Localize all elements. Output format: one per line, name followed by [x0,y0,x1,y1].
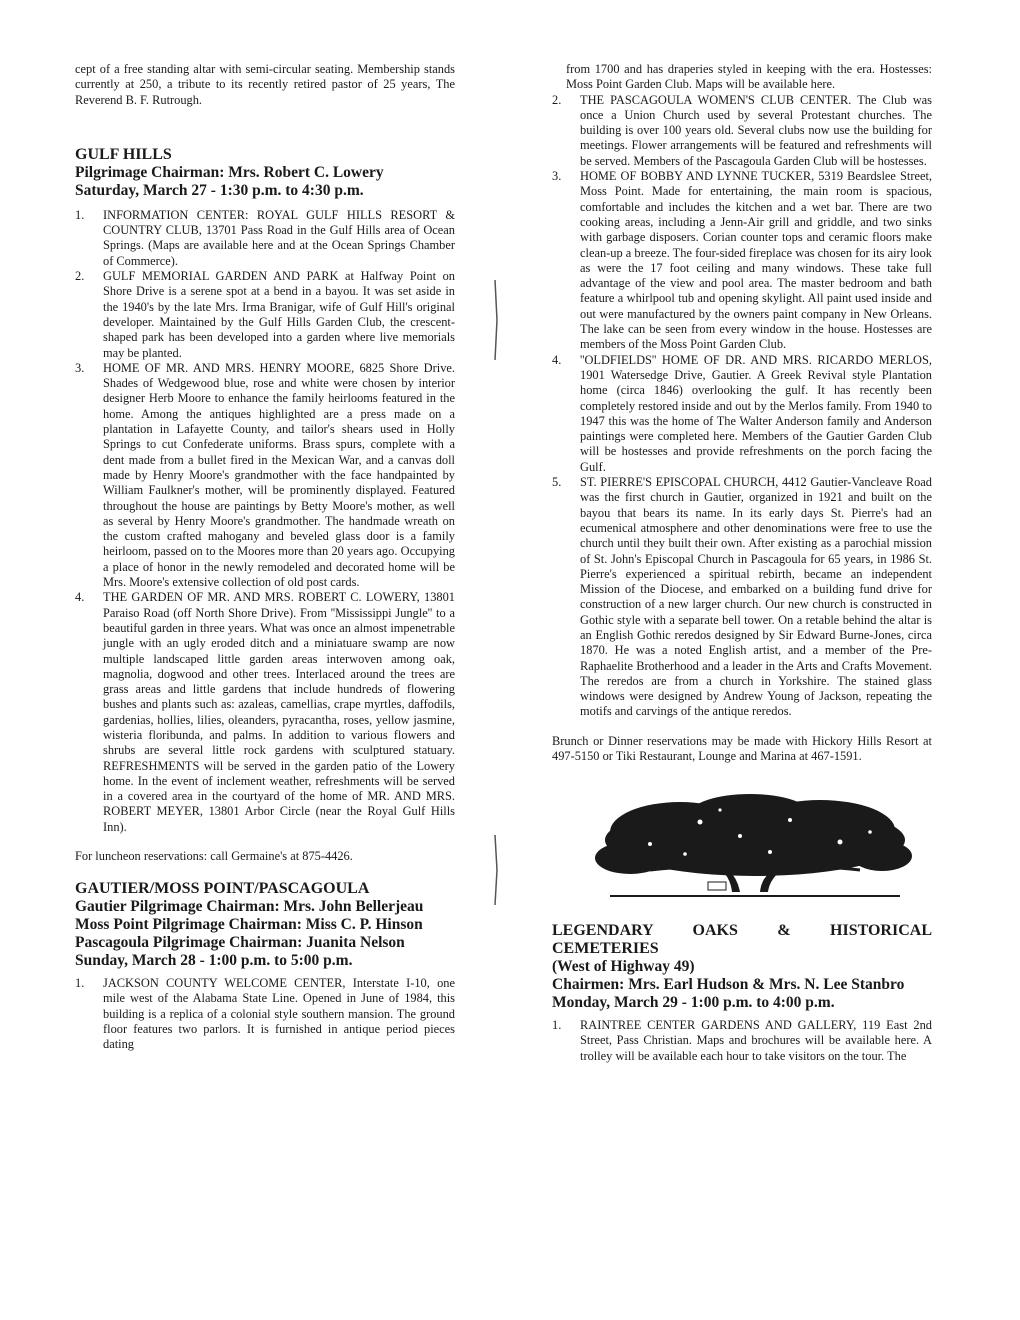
gautier-section [75,880,455,1052]
legendary-line: Monday, March 29 - 1:00 p.m. to 4:00 p.m. [552,994,835,1011]
list-item: 3. HOME OF MR. AND MRS. HENRY MOORE, 6825 Shore Drive. Shades of Wedgewood blue, rose and white were chosen by interior designer Herb Moore to enhance the family heirlooms featured in the home. Among the antiques highlighted are a press made on a plantation in Lafayette County, and tailor's shears used in Holly Springs to cut Confederate uniforms. Brass spurs, complete with a dent made from a bullet fired in the Mexican War, and a canvas doll made by Henry Moore's grandmother with the face handpainted by William Faulkner's mother, will be prominently displayed. Featured throughout the house are paintings by Betty Moore's mother, as well as several by Henry Moore's grandmother. The handmade wreath on the custom crafted mahogany and beveled glass door is a family heirloom, passed on to the Moores more than 20 years ago. Occupying a place of honor in the newly remodeled and decorated home will be Mrs. Moore's extensive collection of old post cards. [75,360,455,590]
list-item: 4. ''OLDFIELDS'' HOME OF DR. AND MRS. RICARDO MERLOS, 1901 Watersedge Drive, Gautier. A Greek Revival style Plantation home (circa 1846) overlooking the gulf. It has recently been completely restored inside and out by the Merlos family. From 1940 to 1947 this was the home of The Walter Anderson family and Anderson paintings were completed here. Members of the Gautier Garden Club will be hostesses and provide refreshments on the porch facing the Gulf. [552,352,932,474]
fold-mark [490,835,504,905]
continued-paragraph: from 1700 and has draperies styled in keeping with the era. Hostesses: Moss Point Garden Club. Maps will be available here. [566,62,932,92]
luncheon-note: For luncheon reservations: call Germaine's at 875-4426. [75,849,353,864]
gautier-title: GAUTIER/MOSS POINT/PASCAGOULA [75,880,370,897]
gautier-line: Pascagoula Pilgrimage Chairman: Juanita Nelson [75,934,405,951]
legendary-line: (West of Highway 49) [552,958,695,975]
list-item: 2. THE PASCAGOULA WOMEN'S CLUB CENTER. The Club was once a Union Church used by several Protestant churches. The building is over 100 years old. Several clubs now use the building for meetings. Flower arrangements will be featured and refreshments will be served. Members of the Pascagoula Garden Club will be hostesses. [552,92,932,168]
gulf-hills-chairman: Pilgrimage Chairman: Mrs. Robert C. Lowery [75,163,384,181]
legendary-title: LEGENDARY OAKS & HISTORICAL CEMETERIES [552,922,932,957]
intro-paragraph: cept of a free standing altar with semi-circular seating. Membership stands currently at 250, a tribute to its recently retired pastor of 25 years, The Reverend B. F. Rutrough. [75,62,455,107]
gautier-line: Gautier Pilgrimage Chairman: Mrs. John Bellerjeau [75,898,424,915]
gautier-line: Moss Point Pilgrimage Chairman: Miss C. P. Hinson [75,916,423,933]
list-item: 5. ST. PIERRE'S EPISCOPAL CHURCH, 4412 Gautier-Vancleave Road was the first church in Gautier, organized in 1921 and built on the bayou that bears its name. In its early days St. Pierre's had an ecumenical atmosphere and other denominations were free to use the church until they built their own. After existing as a parochial mission of St. John's Episcopal Church in Pascagoula for 65 years, in 1986 St. Pierre's experienced a spiritual rebirth, became an independent Mission of the Diocese, and embarked on a building fund drive for construction of a new larger church. Our new church is constructed in Gothic style with a separate bell tower. On a retable behind the altar is an English Gothic reredos designed by Sir Edward Burne-Jones, circa 1870. He was a noted English artist, and a member of the Pre-Raphaelite Brotherhood and a leader in the Arts and Crafts Movement. The reredos are from a church in Yorkshire. The stained glass windows were designed by Andrew Young of Jackson, repeating the motifs and carvings of the antique reredos. [552,475,932,719]
fold-mark [490,280,504,360]
gulf-hills-date: Saturday, March 27 - 1:30 p.m. to 4:30 p.m. [75,181,364,199]
list-item: 4. THE GARDEN OF MR. AND MRS. ROBERT C. LOWERY, 13801 Paraiso Road (off North Shore Drive). From ''Mississippi Jungle'' to a beautiful garden in three years. What was once an almost impenetrable jungle with an ugly eroded ditch and a miniatuare swamp are now multiple landscaped little garden areas interwoven among oak, magnolia, dogwood and other trees. Interlaced around the trees are grass areas and little gardens that include hundreds of flowering bushes and plants such as: azaleas, camellias, crape myrtles, daffodils, gardenias, hollies, lilies, oleanders, pyracantha, roses, yellow jasmine, wisteria floribunda, and palms. In addition to various flowers and shrubs are several little rock gardens with sculptured statuary. REFRESHMENTS will be served in the garden patio of the Lowery home. In the event of inclement weather, refreshments will be served in a covered area in the courtyard of the home of MR. AND MRS. ROBERT MEYER, 13801 Arbor Circle (near the Royal Gulf Hills Inn). [75,590,455,834]
legendary-line: Chairmen: Mrs. Earl Hudson & Mrs. N. Lee Stanbro [552,976,905,993]
list-item: 3. HOME OF BOBBY AND LYNNE TUCKER, 5319 Beardslee Street, Moss Point. Made for entertaining, the main room is spacious, comfortable and includes the kitchen and a wet bar. There are two cooking areas, including a Jenn-Air grill and griddle, and two sinks with garbage disposers. Corian counter tops and ceramic floors make clean-up a breeze. The four-sided fireplace was chosen for its airy look as were the 17 foot ceiling and many windows. These take full advantage of the view and pool area. The master bedroom and bath feature a whirlpool tub and opening skylight. All paint used inside and out were manufactured by the owners paint company in New Orleans. The lake can be seen from every window in the house. Hostesses are members of the Moss Point Garden Club. [552,169,932,352]
brunch-note: Brunch or Dinner reservations may be made with Hickory Hills Resort at 497-5150 or Tiki Restaurant, Lounge and Marina at 467-1591. [552,733,932,764]
oak-tree-illustration [590,792,920,912]
list-item: 1. INFORMATION CENTER: ROYAL GULF HILLS RESORT & COUNTRY CLUB, 13701 Pass Road in the Gulf Hills area of Ocean Springs. (Maps are available here and at the Ocean Springs Chamber of Commerce). [75,207,455,268]
gautier-line: Sunday, March 28 - 1:00 p.m. to 5:00 p.m. [75,952,353,969]
gulf-hills-title: GULF HILLS [75,145,172,163]
legendary-section [552,922,932,1064]
list-item: 1. RAINTREE CENTER GARDENS AND GALLERY, 119 East 2nd Street, Pass Christian. Maps and brochures will be available here. A trolley will be available each hour to take visitors on the tour. The [552,1018,932,1063]
right-column [552,62,932,764]
list-item: 1. JACKSON COUNTY WELCOME CENTER, Interstate I-10, one mile west of the Alabama State Line. Opened in June of 1984, this building is a replica of a colonial style southern mansion. The ground floor features two parlors. It is furnished in antique period pieces dating [75,976,455,1052]
left-column [75,62,455,864]
list-item: 2. GULF MEMORIAL GARDEN AND PARK at Halfway Point on Shore Drive is a serene spot at a bend in a bayou. It was set aside in the 1940's by the late Mrs. Irma Branigar, wife of Gulf Hill's original developer. Maintained by the Gulf Hills Garden Club, the crescent-shaped park has been developed into a garden where live memorials may be planted. [75,269,455,360]
